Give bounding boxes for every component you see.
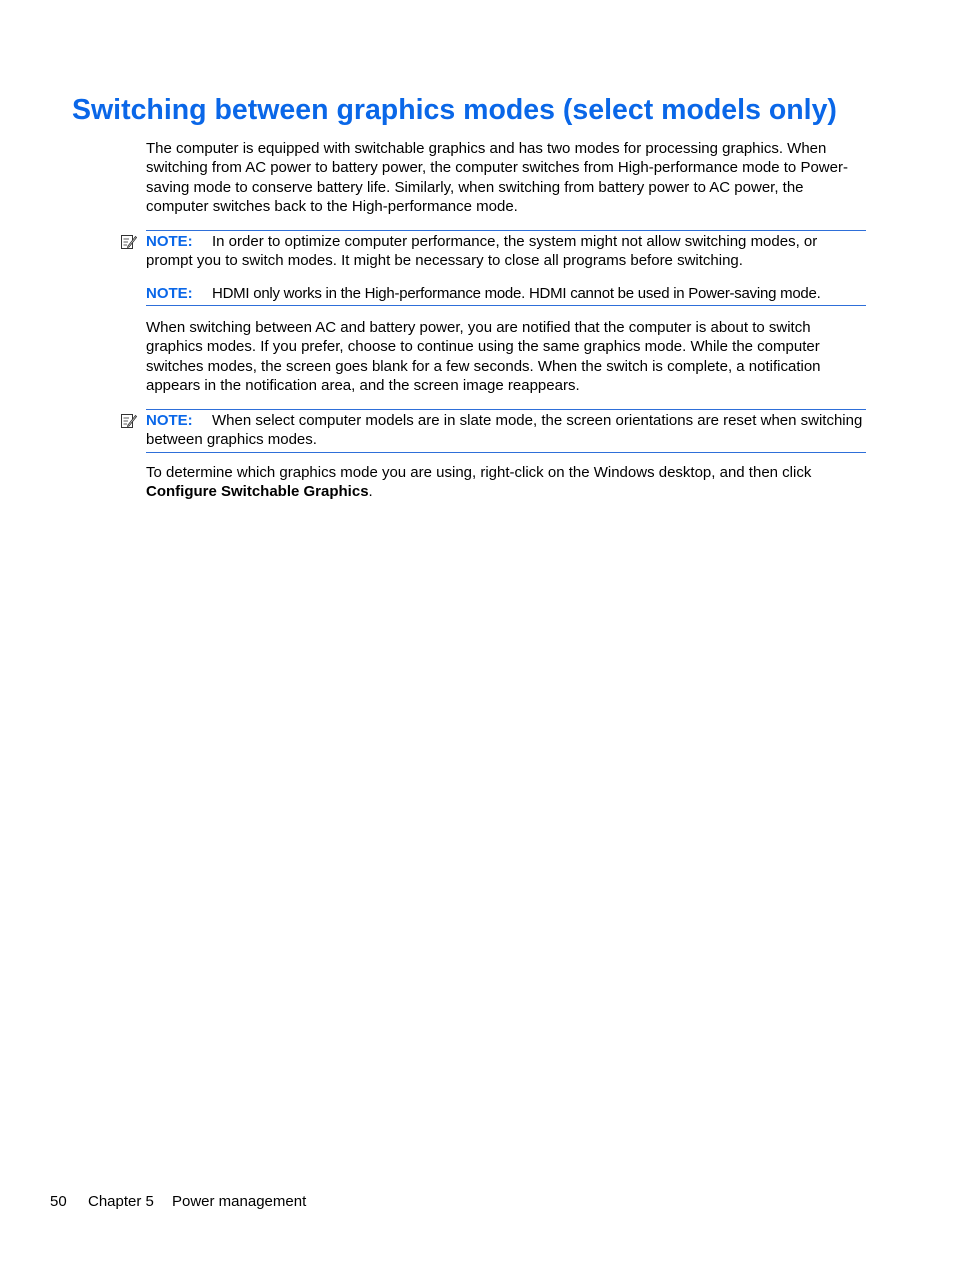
configure-switchable-graphics-term: Configure Switchable Graphics [146, 483, 369, 501]
note-text: In order to optimize computer performance, the system might not allow switching modes, or prompt you to switch modes. It might be necessary to close all programs before switching. [146, 233, 818, 270]
page-number: 50 [50, 1193, 67, 1210]
note-pencil-icon [120, 233, 137, 250]
note-box [146, 230, 866, 273]
footer-chapter-title: Power management [172, 1193, 307, 1210]
note-text: When select computer models are in slate mode, the screen orientations are reset when switching between graphics modes. [146, 412, 863, 449]
final-paragraph-text: To determine which graphics mode you are using, right-click on the Windows desktop, and then click [146, 464, 812, 481]
note-label: NOTE: [146, 233, 193, 250]
page-footer [50, 1192, 306, 1212]
body-paragraph: When switching between AC and battery power, you are notified that the computer is about to switch graphics modes. If you prefer, choose to continue using the same graphics mode. While the computer switches modes, the screen goes blank for a few seconds. When the switch is complete, a notification appears in the notification area, and the screen image reappears. [146, 319, 821, 394]
page-title: Switching between graphics modes (select models only) [72, 94, 837, 126]
note-label: NOTE: [146, 285, 193, 302]
final-paragraph [146, 463, 868, 502]
note-box [146, 409, 866, 453]
intro-paragraph: The computer is equipped with switchable graphics and has two modes for processing graphics. When switching from AC power to battery power, the computer switches from High-performance mode to Power-saving mode to conserve battery life. Similarly, when switching from battery power to AC power, the computer switches back to the High-performance mode. [146, 140, 848, 215]
note-pencil-icon [120, 412, 137, 429]
footer-chapter: Chapter 5 [88, 1193, 154, 1210]
final-paragraph-end: . [368, 483, 373, 501]
note-text: HDMI only works in the High-performance mode. HDMI cannot be used in Power-saving mode. [212, 285, 821, 302]
note-label: NOTE: [146, 412, 193, 429]
note-box [146, 283, 866, 306]
